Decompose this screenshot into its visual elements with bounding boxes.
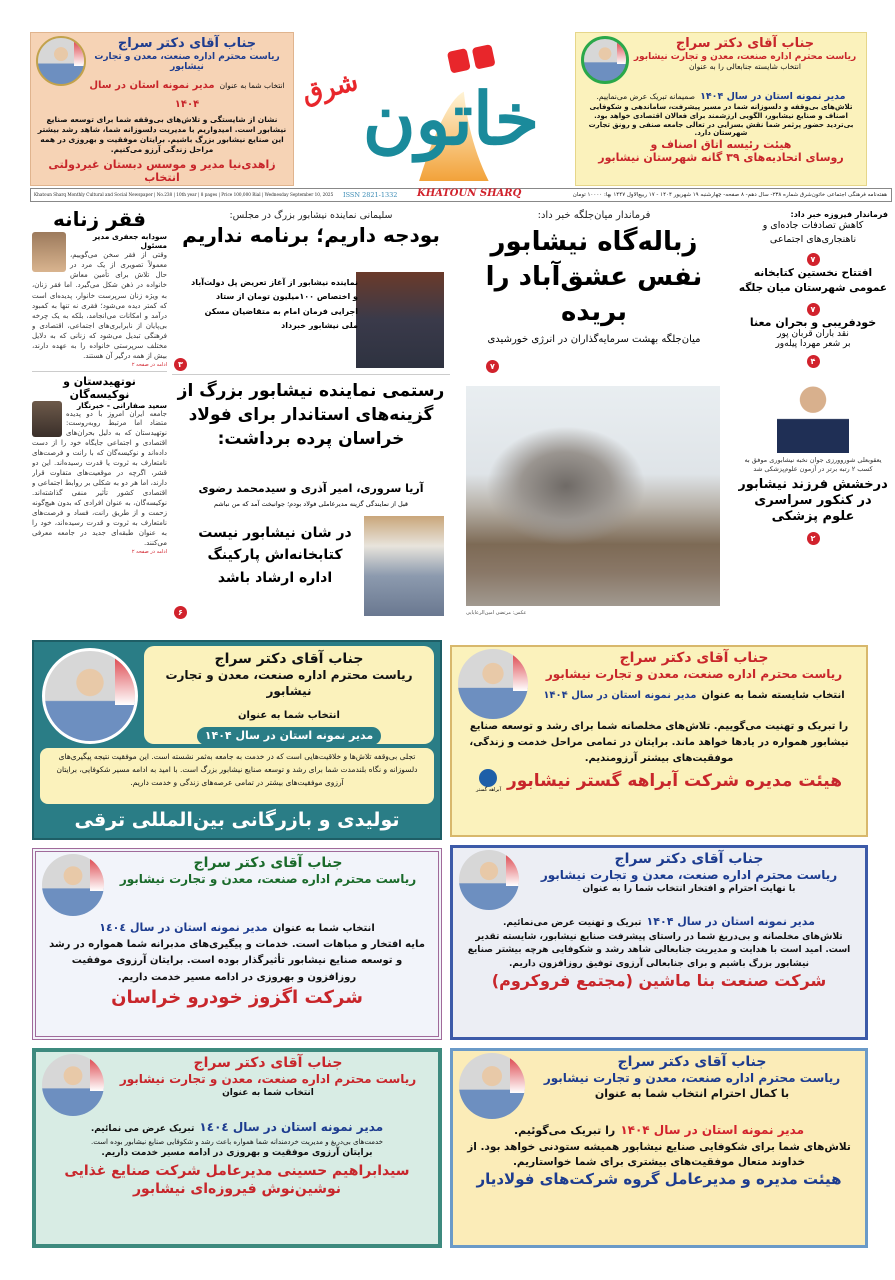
ad-subtitle: ریاست محترم اداره صنعت، معدن و تجارت نیشابور xyxy=(119,872,417,887)
center-left-column xyxy=(172,210,450,634)
story-summary: نماینده نیشابور از آغاز تعریض پل دولت‌آباد و اختصاص ۱۰۰میلیون تومان از ستاد اجرایی فرمان امام به متقاضیان مسکن ملی نیشابور خبرداد xyxy=(191,278,358,331)
ad-portrait-photo xyxy=(459,1053,525,1119)
page-ref-badge[interactable]: ۷ xyxy=(807,303,820,316)
ad-highlight: مدیر نمونه استان در سال ۱٤۰٤ xyxy=(199,1120,384,1134)
ad-body: تلاش‌های مخلصانه و بی‌دریغ شما در راستای پیشرفت صنایع نیشابور، شایسته تقدیر است. امید است با هدایت و مدیریت جنابعالی شاهد رشد و شکوفایی هرچه بیشتر صنایع نیشابور بزرگ باشیم و برای جنابعالی آرزوی توفیق روزافزون داریم. xyxy=(467,931,851,969)
story-headline: بودجه داریم؛ برنامه نداریم xyxy=(182,223,440,247)
ad-subtitle: ریاست محترم اداره صنعت، معدن و تجارت نیشابور xyxy=(540,868,838,883)
right-column xyxy=(738,210,888,640)
page-ref-badge[interactable]: ۷ xyxy=(807,253,820,266)
page-ref-badge[interactable]: ۳ xyxy=(174,358,187,371)
ad-portrait-photo xyxy=(42,1054,104,1116)
ad-intro: با نهایت احترام و افتخار انتخاب شما را به عنوان xyxy=(582,883,796,894)
ad-highlight: مدیر نمونه استان در سال ۱۴۰۴ xyxy=(700,91,846,102)
logo-text-fa: خاتون xyxy=(362,76,540,161)
ad-subtitle: ریاست محترم اداره صنعت، معدن و تجارت نیشابور xyxy=(633,51,857,62)
author-name: سودابه جعفری مدیر مسئول xyxy=(92,232,167,250)
ad-signature: شرکت اگزوز خودرو خراسان xyxy=(111,987,363,1009)
ad-intro: با کمال احترام انتخاب شما به عنوان xyxy=(594,1086,790,1100)
ad-signature: هیئت مدیره و مدیرعامل گروه شرکت‌های فولادیار xyxy=(476,1170,842,1189)
main-kicker: فرماندار میان‌جلگه خبر داد: xyxy=(537,210,651,221)
photo-credit: عکس: مرتضی امین‌الرعایایی xyxy=(466,610,527,616)
ad-intro: انتخاب شما به عنوان xyxy=(222,1087,314,1098)
issue-info-fa: هفته‌نامه فرهنگی اجتماعی خاتون‌شرق شماره ۲۳۸- سال دهم- ۸ صفحه- چهارشنبه ۱۹ شهریور ۱۴۰۴ - ۱۷ ربیع‌الاول ۱۴۴۷ بها: ۱۰۰۰۰ تومان xyxy=(572,192,887,198)
page-ref-badge[interactable]: ۲ xyxy=(807,532,820,545)
author-name: سعید صفارانی - خبرنگار xyxy=(76,400,167,410)
ad-body-2: برایتان آرزوی موفقیت و بهروزی در ادامه مسیر خدمت داریم. xyxy=(101,1147,373,1158)
ad-tail: صمیمانه تبریک عرض می‌نماییم. xyxy=(596,92,695,101)
item-text: بر شعر مهردا پیله‌ور xyxy=(775,339,851,350)
ad-subtitle: ریاست محترم اداره صنعت، معدن و تجارت نیشابور xyxy=(545,667,843,682)
continue-link[interactable]: ادامه در صفحه ۲ xyxy=(131,361,167,368)
author-photo-2 xyxy=(32,401,62,437)
issue-info-en: Khatoun Sharq Monthly Cultural and Social Newspaper | No.238 | 10th year | 8 pages | Price 100,000 Rial | Wednesday September 10, 2025 xyxy=(34,192,334,197)
article-body: وقتی از فقر سخن می‌گوییم، معمولاً تصویری از یک مرد در حال تلاش برای تأمین معاش خانواده در ذهن شکل می‌گیرد. اما فقر زنان، به ویژه زنان سرپرست خانوار، پدیده‌ای است که کمتر دیده می‌شود؛ فقری نه تنها به کمبود درآمد و امکانات می‌انجامد، بلکه به یک چرخه بی‌پایان از نابرابری‌های اجتماعی، اقتصادی و فرهنگی تبدیل می‌شود که زنانی که به دلایل مختلف سرپرستی خانواده را به عهده دارند، بیش از همه درگیر آن هستند. xyxy=(32,251,167,361)
ad-portrait-photo xyxy=(459,850,519,910)
ad-intro: انتخاب شما به عنوان xyxy=(272,923,375,934)
continue-link[interactable]: ادامه در صفحه ۲ xyxy=(131,548,167,555)
story-headline: رستمی نماینده نیشابور بزرگ از گزینه‌های استاندار برای فولاد خراسان پرده برداشت: xyxy=(177,381,445,449)
ad-title: جناب آقای دکتر سراج xyxy=(617,1054,767,1070)
abrahe-logo-icon xyxy=(479,769,497,787)
top-left-ad xyxy=(30,32,294,186)
ad-highlight: مدیر نمونه استان در سال ۱٤۰٤ xyxy=(99,921,268,934)
main-subhead: میان‌جلگه بهشت سرمایه‌گذاران در انرژی خورشیدی xyxy=(487,334,701,346)
issn: ISSN 2821-1332 xyxy=(343,191,398,199)
ad-title: جناب آقای دکتر سراج xyxy=(117,36,257,51)
ad-tarqi xyxy=(32,640,442,840)
ad-highlight: مدیر نمونه استان در سال ۱۴۰۴ xyxy=(197,727,381,745)
story-names: آریا سروری، امیر آذری و سیدمحمد رضوی xyxy=(198,482,424,495)
ad-subtitle: ریاست محترم اداره صنعت، معدن و تجارت نیشابور xyxy=(165,668,413,698)
ad-title: جناب آقای دکتر سراج xyxy=(675,36,815,51)
ad-subtitle: ریاست محترم اداره صنعت، معدن و تجارت نیشابور xyxy=(543,1071,841,1086)
ad-abrahe xyxy=(450,645,868,837)
page-ref-badge[interactable]: ۶ xyxy=(174,606,187,619)
ad-portrait-photo xyxy=(42,854,104,916)
ad-nooshin xyxy=(32,1048,442,1248)
ad-signature-2: روسای اتحادیه‌های ۳۹ گانه شهرستان نیشابور xyxy=(598,151,844,165)
ad-portrait-photo xyxy=(458,649,528,719)
main-headline: زباله‌گاه نیشابور نفس عشق‌آباد را بریده xyxy=(485,227,703,328)
ad-subtitle: ریاست محترم اداره صنعت، معدن و تجارت نیشابور xyxy=(94,51,280,73)
smoke xyxy=(486,426,646,546)
story-headline: در شان نیشابور نیست کتابخانه‌اش پارکینگ اداره ارشاد باشد xyxy=(198,525,352,586)
ad-title: جناب آقای دکتر سراج xyxy=(619,650,769,666)
ad-body: مایه افتخار و مباهات است. خدمات و پیگیری‌های مدبرانه شما همواره در رشد و توسعه صنایع نیشابور تأثیرگذار بوده است. برایتان آرزوی موفقیت روزافزون و بهروزی در ادامه مسیر خدمت داریم. xyxy=(49,938,425,983)
main-story xyxy=(458,210,730,634)
ad-intro: انتخاب شما به عنوان xyxy=(219,81,285,91)
story-photo xyxy=(356,272,444,368)
article-title: نوتهیدستان و نوکیسه‌گان xyxy=(63,374,136,401)
ad-fooladyar xyxy=(450,1048,868,1248)
ad-highlight: مدیر نمونه استان در سال ۱۴۰۴ xyxy=(646,915,815,928)
ad-highlight: مدیر نمونه استان در سال ۱۴۰۴ xyxy=(620,1123,805,1137)
ad-signature-2: نوشین‌نوش فیروزه‌ای نیشابور xyxy=(132,1180,342,1197)
ad-title: جناب آقای دکتر سراج xyxy=(214,651,364,667)
author-photo xyxy=(32,232,66,272)
abrahe-logo-text: آبراهه گستر xyxy=(476,787,501,793)
page-ref-badge[interactable]: ۴ xyxy=(807,355,820,368)
ad-portrait-photo xyxy=(581,36,629,84)
ad-egzoz xyxy=(32,848,442,1040)
masthead-info-bar xyxy=(30,188,892,202)
item-kicker: فرماندار فیروزه خبر داد: xyxy=(790,210,888,219)
article-title: فقر زنانه xyxy=(52,207,147,231)
ad-body: تلاش‌های شما برای شکوفایی صنایع نیشابور همیشه ستودنی خواهد بود. از خداوند متعال موفقیت‌های بیشتری برای شما خواستاریم. xyxy=(467,1140,851,1169)
story-quote: قبل از نمایندگی گزینه مدیرعاملی فولاد بودم؛ جوانبخت آمد که من نباشم xyxy=(213,500,409,508)
ad-body: تلاش‌های بی‌وقفه و دلسوزانه شما در مسیر پیشرفت، ساماندهی و شکوفایی اصناف و صنایع نیشابور، الگویی ارزشمند برای فعالان اقتصادی خواهد بود. بی‌تردید حضور پرثمر شما نقش بسزایی در تعالی جامعه صنفی و رونق تجارت شهرستان دارد. xyxy=(588,103,854,138)
ad-body: خدمت‌های بی‌دریغ و مدیریت خردمندانه شما همواره باعث رشد و شکوفایی صنایع نیشابور بوده است. xyxy=(91,1137,383,1146)
ad-body: نشان از شایستگی و تلاش‌های بی‌وقفه شما برای توسعه صنایع نیشابور است. امیدواریم با مدیریت دلسوزانه شما، شاهد رشد بیشتر این صنایع نیشابور بزرگ باشیم. برایتان موفقیت و بهروزی در همه مراحل زندگی آرزو می‌کنیم. xyxy=(37,114,287,154)
logo-text-en: KHATOUN SHARQ xyxy=(417,188,522,199)
item-text: کاهش تصادفات جاده‌ای و ناهنجاری‌های اجتماعی xyxy=(762,220,864,245)
top-right-ad xyxy=(575,32,867,186)
masthead-logo xyxy=(296,32,572,186)
ad-intro: انتخاب شما به عنوان xyxy=(238,710,340,722)
ad-portrait-photo xyxy=(36,36,86,86)
item-headline: خودفریبی و بحران معنا xyxy=(749,316,877,330)
landfill-photo xyxy=(466,386,720,606)
ad-signature: هیئت مدیره شرکت آبراهه گستر نیشابور xyxy=(506,771,842,792)
ad-ferrochrome xyxy=(450,845,868,1040)
left-column xyxy=(32,206,167,638)
ad-tail: تبریک و تهنیت عرض می‌نمائیم. xyxy=(503,918,642,928)
ad-body: تجلی بی‌وقفه تلاش‌ها و خلاقیت‌هایی است که در خدمت به جامعه به‌ثمر نشسته است. این موفقیت نتیجه پیگیری‌های دلسوزانه و نگاه بلندمدت شما برای رشد و توسعه صنایع نیشابور بزرگ است. با امید به ادامه مسیر شکوفایی، برایتان آرزوی موفقیت‌های بیشتر در تمامی عرصه‌های زندگی و خدمت داریم. xyxy=(40,748,434,804)
ad-title: جناب آقای دکتر سراج xyxy=(193,855,343,871)
ad-tail: تبریک عرض می نمائیم. xyxy=(90,1124,195,1134)
ad-portrait-photo xyxy=(42,648,138,744)
photo-caption: یعقوبعلی شوروورزی جوان نخبه نیشابوری موفق به کسب ۲ رتبه برتر در آزمون علوم‌پزشکی شد xyxy=(744,456,882,474)
ad-signature-1: هیئت رئیسه اتاق اصناف و xyxy=(650,138,792,152)
logo-text-fa-small: شرق xyxy=(299,66,362,110)
ad-intro: انتخاب شایسته شما به عنوان xyxy=(701,689,845,701)
item-headline: افتتاح نخستین کتابخانه عمومی شهرستان میان جلگه xyxy=(738,266,888,295)
ad-title: جناب آقای دکتر سراج xyxy=(193,1055,343,1071)
ad-title: جناب آقای دکتر سراج xyxy=(614,851,764,867)
ad-subtitle: ریاست محترم اداره صنعت، معدن و تجارت نیشابور xyxy=(119,1072,417,1087)
ad-tail: را تبریک می‌گوئیم. xyxy=(513,1124,616,1137)
student-photo xyxy=(777,371,849,453)
ad-signature: تولیدی و بازرگانی بین‌المللی ترقی xyxy=(74,809,400,831)
ad-signature: شرکت صنعت بنا ماشین (مجتمع فروکروم) xyxy=(491,971,827,991)
item-text: نقد باران قربان پور xyxy=(777,329,849,340)
page-ref-badge[interactable]: ۷ xyxy=(486,360,499,373)
article-body: جامعه ایران امروز با دو پدیده متضاد اما مرتبط روبه‌روست: نوتهیدستان که به دلیل بحران‌های اقتصادی و اجتماعی جایگاه خود را از دست داده‌اند و نوکیسه‌گان که با رانت و فرصت‌های نامتعارف به ثروت یا قدرت رسیده‌اند. این دو قشر، اگرچه در موقعیت‌های متفاوت قرار دارند، اما هر دو به شکلی بر روابط اجتماعی و اقتصادی کشور تأثیر منفی گذاشته‌اند. نوکیسه‌گان، به عنوان افرادی که بدون هیچ‌گونه زحمت و از طریق رانت، فساد و فرصت‌های نامتعارف به ثروت و قدرت رسیده‌اند، خود را به عنوان طبقه‌ای جدید در جامعه معرفی می‌کنند. xyxy=(32,409,167,547)
ad-body: را تبریک و تهنیت می‌گوییم. تلاش‌های مخلصانه شما برای رشد و توسعه صنایع نیشابور همواره در یادها خواهد ماند. برایتان در تمامی مراحل خدمت و زندگی، موفقیت‌های بیشتر آرزومندیم. xyxy=(469,721,849,764)
ad-highlight: مدیر نمونه استان در سال ۱۴۰۴ xyxy=(89,80,215,111)
ad-intro: انتخاب شایسته جنابعالی را به عنوان xyxy=(689,62,801,72)
story-photo xyxy=(364,516,444,616)
ad-highlight: مدیر نمونه استان در سال ۱۴۰۴ xyxy=(543,689,697,701)
item-headline: درخشش فرزند نیشابور در کنکور سراسری علوم پزشکی xyxy=(738,476,888,525)
ad-signature: زاهدی‌نیا مدیر و موسس دبستان غیردولتی انتخاب xyxy=(48,158,276,185)
ad-signature: سیدابراهیم حسینی مدیرعامل شرکت صنایع غذایی xyxy=(64,1162,410,1179)
story-kicker: سلیمانی نماینده نیشابور بزرگ در مجلس: xyxy=(229,210,393,221)
